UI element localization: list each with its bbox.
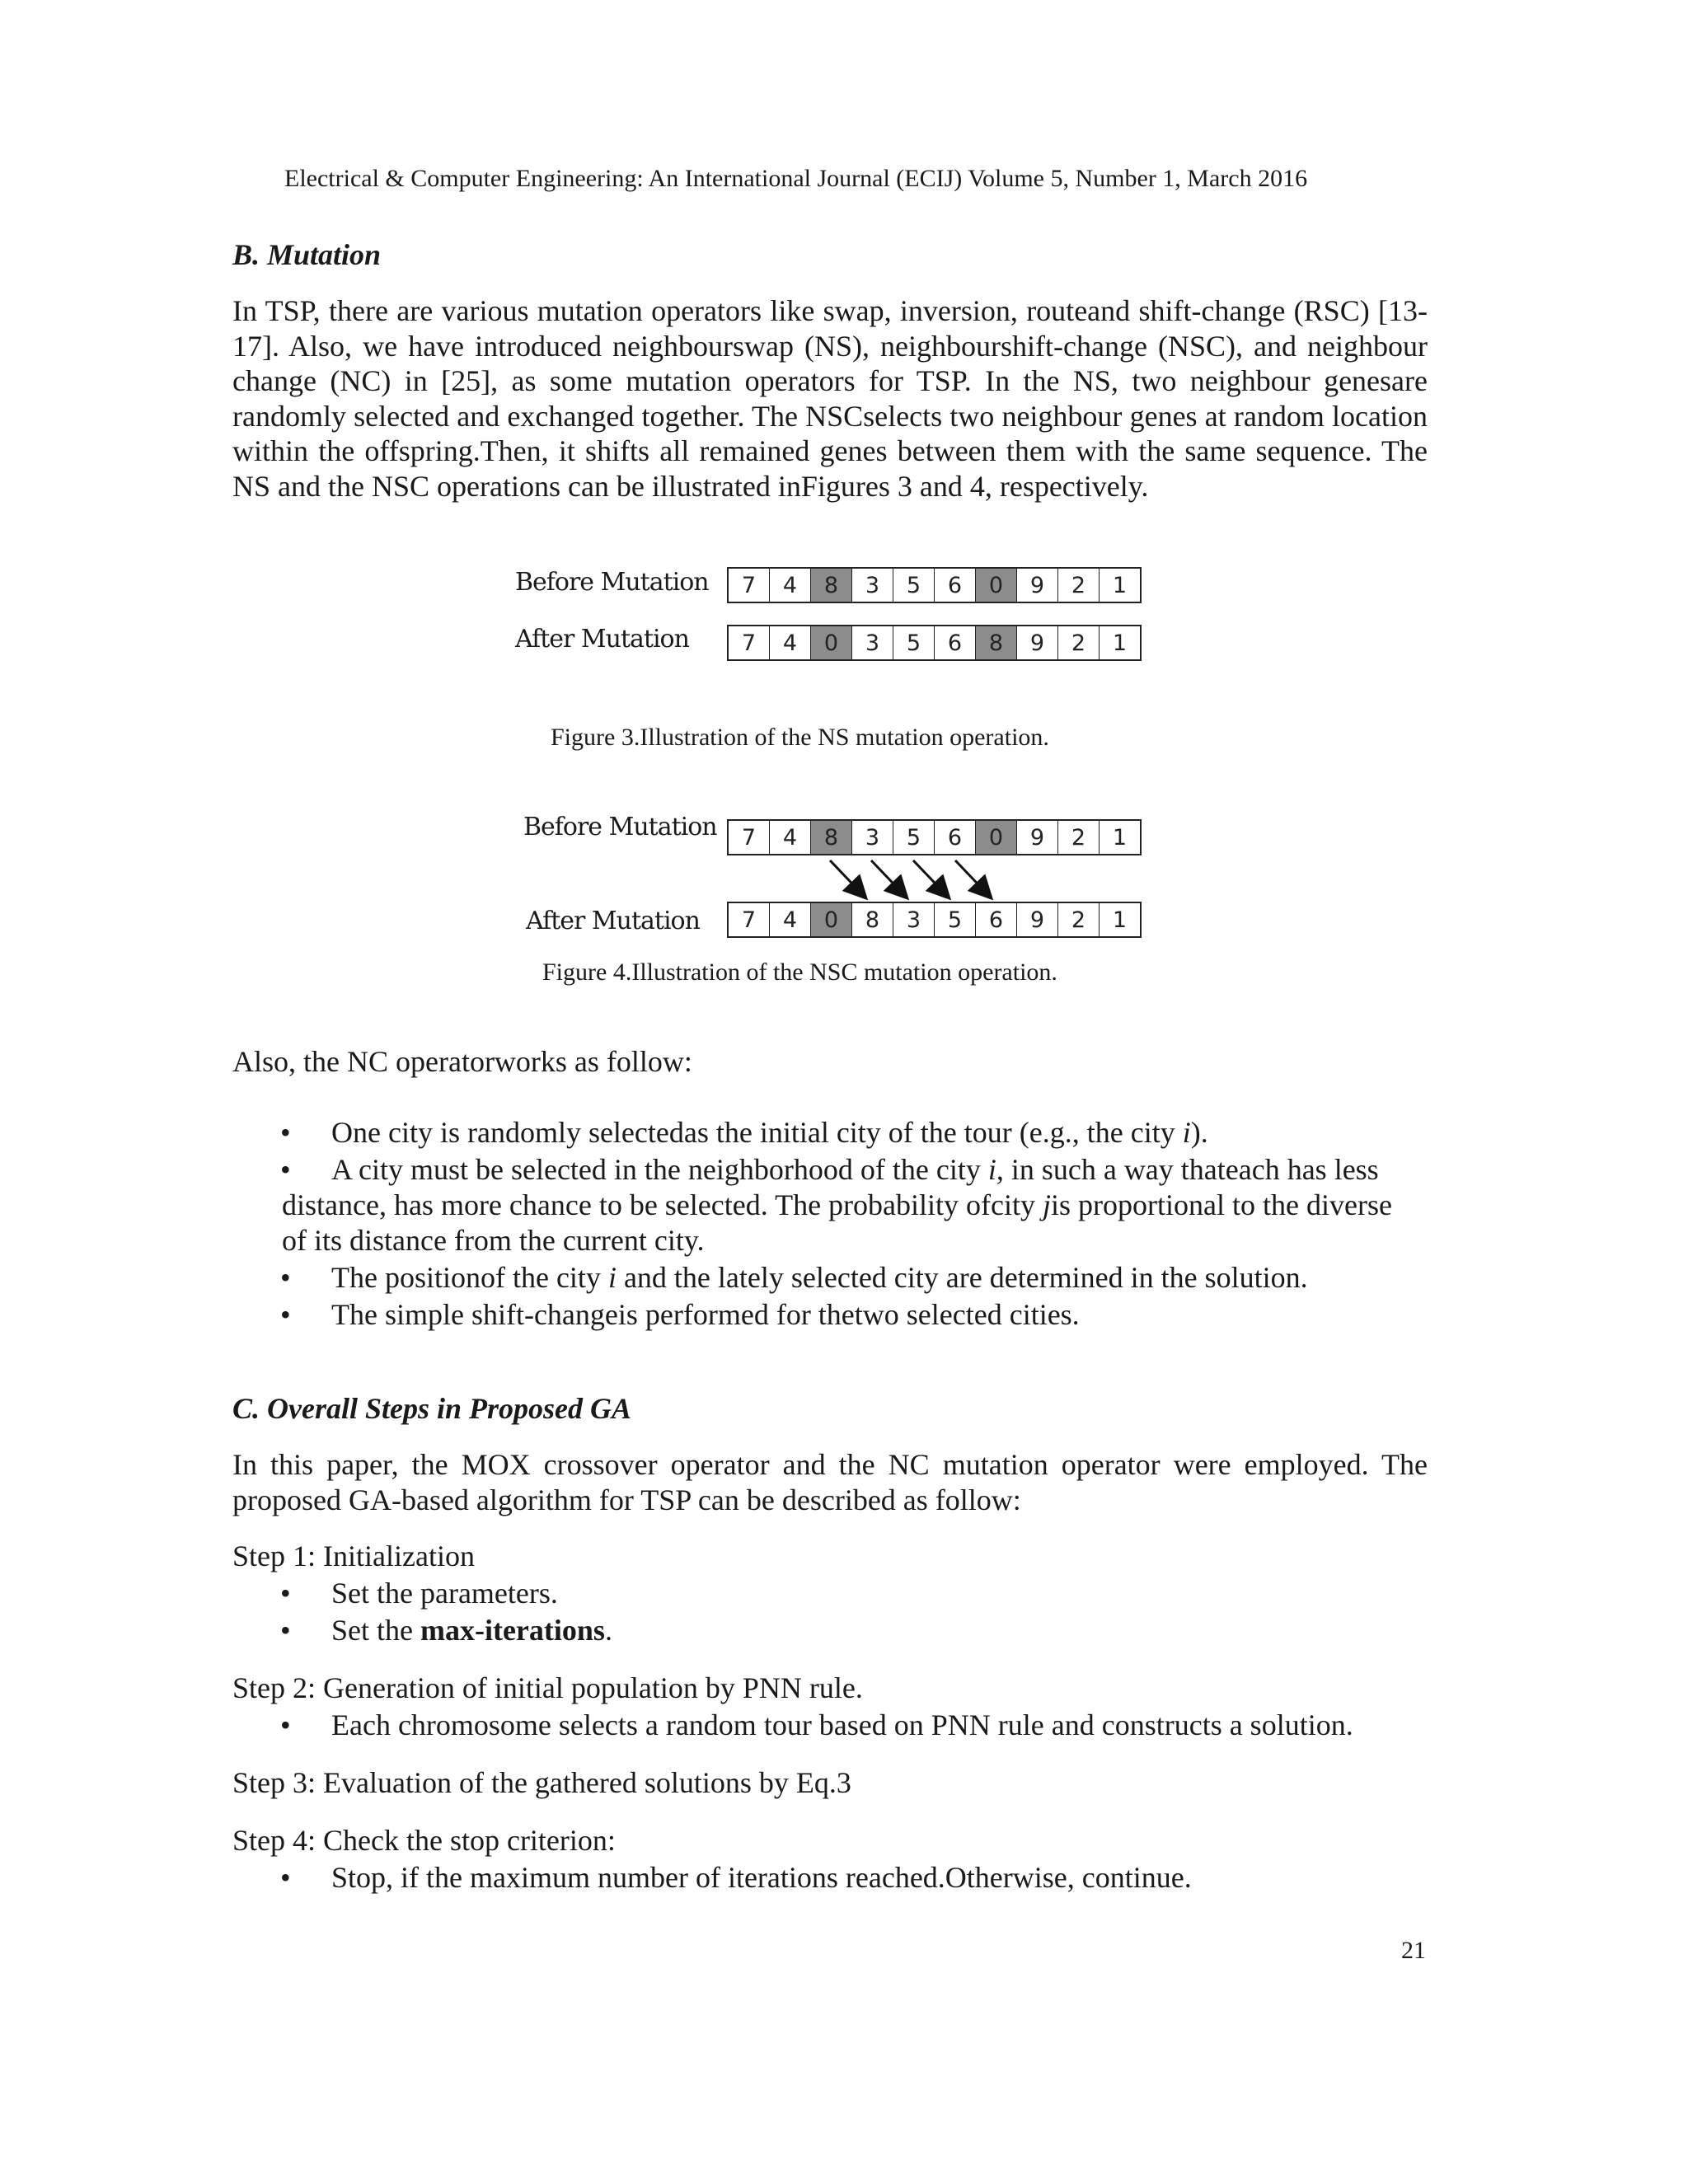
gene-cell: 7 <box>729 569 770 602</box>
gene-cell: 7 <box>729 903 770 936</box>
nc-bullet-4: The simple shift-changeis performed for thetwo selected cities. <box>331 1298 1080 1331</box>
gene-cell: 9 <box>1017 821 1058 854</box>
gene-cell: 6 <box>935 626 976 659</box>
section-b-paragraph: In TSP, there are various mutation operators like swap, inversion, routeand shift-change (RSC) [13-17]. Also, we have introduced neighbourswap (NS), neighbourshift-change (NSC), and neighbour change (NC) in [25], as some mutation operators for TSP. In the NS, two neighbour genesare randomly selected and exchanged together. The NSCselects two neighbour genes at random location within the offspring.Then, it shifts all remained genes between them with the same sequence. The NS and the NSC operations can be illustrated inFigures 3 and 4, respectively. <box>232 294 1428 503</box>
gene-cell: 2 <box>1058 626 1100 659</box>
gene-cell-selected: 8 <box>976 626 1017 659</box>
gene-cell-selected: 0 <box>811 903 852 936</box>
math-var: i <box>607 1261 617 1294</box>
fig4-after-row <box>727 902 1142 938</box>
shift-arrow <box>913 860 948 897</box>
text: is proportional to the diverse <box>1051 1188 1392 1221</box>
shift-arrows <box>727 855 1156 905</box>
step-3: Step 3: Evaluation of the gathered solutions by Eq.3 <box>232 1766 851 1799</box>
gene-cell-selected: 0 <box>811 626 852 659</box>
bullet-dot: • <box>280 1116 291 1149</box>
gene-cell: 1 <box>1112 907 1128 933</box>
text: A city must be selected in the neighborhood of the city <box>331 1153 988 1186</box>
fig3-after-row <box>727 625 1142 661</box>
gene-cell-selected: 0 <box>976 569 1017 602</box>
bullet-dot: • <box>280 1261 291 1294</box>
shift-arrow <box>871 860 906 897</box>
gene-cell: 1 <box>1112 630 1128 656</box>
gene-cell: 3 <box>852 626 893 659</box>
gene-cell: 2 <box>1058 821 1100 854</box>
gene-cell: 8 <box>852 903 893 936</box>
figure-4-caption: Figure 4.Illustration of the NSC mutation operation. <box>542 958 1057 986</box>
figure-3-caption: Figure 3.Illustration of the NS mutation operation. <box>551 724 1049 751</box>
nc-bullet-3 <box>331 1260 1308 1295</box>
bullet-dot: • <box>280 1577 291 1610</box>
text: . <box>604 1614 612 1647</box>
gene-cell: 3 <box>893 903 935 936</box>
figure-4 <box>523 813 1166 936</box>
fig4-after-label: After Mutation <box>526 907 700 935</box>
gene-cell: 1 <box>1112 824 1128 851</box>
gene-cell: 1 <box>1112 572 1128 598</box>
nc-bullet-2-line-2 <box>282 1188 1392 1222</box>
text: distance, has more chance to be selected. The probability ofcity <box>282 1188 1043 1221</box>
section-c-title: C. Overall Steps in Proposed GA <box>232 1392 632 1425</box>
gene-cell: 9 <box>1017 569 1058 602</box>
nc-bullet-2-line-1 <box>331 1152 1379 1187</box>
journal-header: Electrical & Computer Engineering: An International Journal (ECIJ) Volume 5, Number 1, March 2016 <box>284 165 1308 192</box>
fig3-before-label: Before Mutation <box>515 568 709 597</box>
nc-intro: Also, the NC operatorworks as follow: <box>232 1045 692 1078</box>
step-2: Step 2: Generation of initial population by PNN rule. <box>232 1671 863 1704</box>
text: One city is randomly selectedas the initial city of the tour (e.g., the city <box>331 1116 1183 1149</box>
step-4: Step 4: Check the stop criterion: <box>232 1824 616 1857</box>
text: Set the <box>331 1614 420 1647</box>
shift-arrow <box>955 860 990 897</box>
gene-cell: 2 <box>1058 569 1100 602</box>
step-4-bullet-1: Stop, if the maximum number of iterations reached.Otherwise, continue. <box>331 1861 1192 1894</box>
fig3-before-row <box>727 567 1142 603</box>
section-c-paragraph: In this paper, the MOX crossover operator and the NC mutation operator were employed. The proposed GA-based algorithm for TSP can be described as follow: <box>232 1448 1428 1516</box>
gene-cell: 6 <box>935 821 976 854</box>
gene-cell: 6 <box>935 569 976 602</box>
gene-cell: 4 <box>770 626 811 659</box>
gene-cell: 7 <box>729 626 770 659</box>
gene-cell: 4 <box>770 821 811 854</box>
gene-cell: 9 <box>1017 626 1058 659</box>
gene-cell: 9 <box>1017 903 1058 936</box>
figure-3 <box>515 565 1142 677</box>
step-2-bullet-1: Each chromosome selects a random tour based on PNN rule and constructs a solution. <box>331 1708 1353 1741</box>
fig4-before-label: Before Mutation <box>523 813 717 841</box>
gene-cell: 5 <box>893 569 935 602</box>
gene-cell-selected: 0 <box>976 821 1017 854</box>
text: and the lately selected city are determined in the solution. <box>616 1261 1308 1294</box>
step-1-bullet-1: Set the parameters. <box>331 1577 558 1610</box>
step-1: Step 1: Initialization <box>232 1540 475 1572</box>
bullet-dot: • <box>280 1614 291 1647</box>
math-var: j <box>1043 1188 1052 1221</box>
nc-bullet-1 <box>331 1115 1208 1150</box>
gene-cell: 3 <box>852 569 893 602</box>
gene-cell: 5 <box>893 626 935 659</box>
math-var: i <box>987 1153 996 1186</box>
bullet-dot: • <box>280 1861 291 1894</box>
fig3-after-label: After Mutation <box>515 625 689 654</box>
gene-cell: 6 <box>976 903 1017 936</box>
page-number: 21 <box>1401 1937 1426 1964</box>
text: ). <box>1190 1116 1208 1149</box>
gene-cell-selected: 8 <box>811 821 852 854</box>
bullet-dot: • <box>280 1153 291 1186</box>
nc-bullet-2-line-3: of its distance from the current city. <box>282 1224 705 1257</box>
step-1-bullet-2 <box>331 1613 612 1647</box>
fig4-before-row <box>727 819 1142 855</box>
gene-cell: 5 <box>935 903 976 936</box>
bullet-dot: • <box>280 1708 291 1741</box>
bullet-dot: • <box>280 1298 291 1331</box>
gene-cell: 7 <box>729 821 770 854</box>
gene-cell: 5 <box>893 821 935 854</box>
math-var: i <box>1182 1116 1191 1149</box>
section-b-title: B. Mutation <box>232 238 382 271</box>
gene-cell: 4 <box>770 569 811 602</box>
gene-cell-selected: 8 <box>811 569 852 602</box>
text: The positionof the city <box>331 1261 608 1294</box>
gene-cell: 3 <box>852 821 893 854</box>
shift-arrow <box>830 860 865 897</box>
gene-cell: 4 <box>770 903 811 936</box>
gene-cell: 2 <box>1058 903 1100 936</box>
bold-text: max-iterations <box>420 1614 605 1647</box>
text: , in such a way thateach has less <box>996 1153 1379 1186</box>
